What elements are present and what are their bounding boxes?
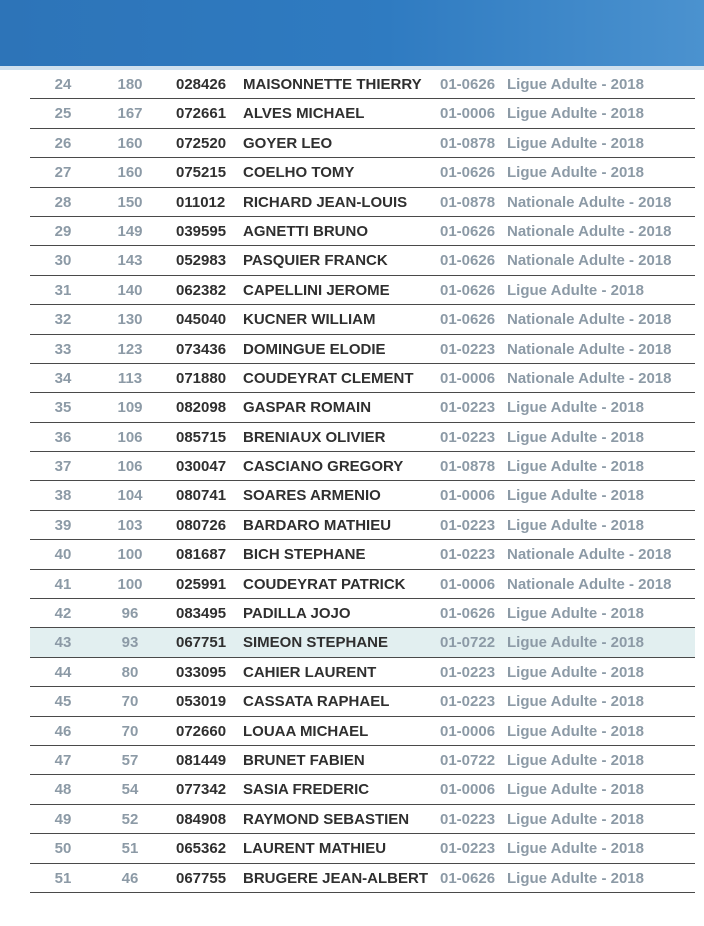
club-code-cell: 01-0223 (440, 693, 496, 711)
player-name-cell: AGNETTI BRUNO (243, 222, 368, 240)
club-code-cell: 01-0223 (440, 428, 496, 446)
club-code-cell: 01-0626 (440, 164, 496, 182)
points-cell: 180 (117, 76, 143, 93)
club-code-cell: 01-0626 (440, 605, 496, 623)
player-name-cell: LAURENT MATHIEU (243, 840, 387, 858)
license-cell: 052983 (176, 252, 227, 270)
points-cell: 93 (121, 634, 139, 652)
club-code-cell: 01-0878 (440, 458, 496, 476)
player-name-cell: CAPELLINI JEROME (243, 281, 390, 299)
rank-cell: 29 (54, 222, 72, 240)
points-cell: 150 (117, 193, 143, 211)
points-cell: 103 (117, 516, 143, 534)
category-cell: Nationale Adulte - 2018 (507, 252, 672, 270)
points-cell: 96 (121, 605, 139, 623)
player-name-cell: BARDARO MATHIEU (243, 516, 392, 534)
points-cell: 106 (117, 428, 143, 446)
category-cell: Nationale Adulte - 2018 (507, 575, 672, 593)
table-row-highlighted (30, 628, 695, 657)
rank-cell: 42 (54, 605, 72, 623)
club-code-cell: 01-0006 (440, 722, 496, 740)
rank-cell: 45 (54, 693, 72, 711)
rank-cell: 49 (54, 810, 72, 828)
points-cell: 160 (117, 134, 143, 152)
category-cell: Ligue Adulte - 2018 (507, 722, 644, 740)
license-cell: 082098 (176, 399, 227, 417)
license-cell: 067751 (176, 634, 227, 652)
category-cell: Ligue Adulte - 2018 (507, 76, 644, 93)
license-cell: 072661 (176, 105, 227, 123)
points-cell: 54 (121, 781, 139, 799)
rank-cell: 40 (54, 546, 72, 564)
table-row (30, 658, 695, 687)
rank-cell: 41 (54, 575, 72, 593)
category-cell: Ligue Adulte - 2018 (507, 840, 644, 858)
club-code-cell: 01-0223 (440, 516, 496, 534)
rank-cell: 48 (54, 781, 72, 799)
license-cell: 030047 (176, 458, 227, 476)
category-cell: Ligue Adulte - 2018 (507, 781, 644, 799)
club-code-cell: 01-0006 (440, 105, 496, 123)
points-cell: 140 (117, 281, 143, 299)
player-name-cell: CASSATA RAPHAEL (243, 693, 390, 711)
points-cell: 70 (121, 722, 139, 740)
ranking-table (30, 70, 695, 893)
points-cell: 52 (121, 810, 139, 828)
player-name-cell: DOMINGUE ELODIE (243, 340, 386, 358)
table-row (30, 335, 695, 364)
table-row (30, 217, 695, 246)
rank-cell: 32 (54, 311, 72, 329)
rank-cell: 31 (54, 281, 72, 299)
player-name-cell: RICHARD JEAN-LOUIS (243, 193, 408, 211)
license-cell: 080726 (176, 516, 227, 534)
player-name-cell: RAYMOND SEBASTIEN (243, 810, 410, 828)
license-cell: 065362 (176, 840, 227, 858)
club-code-cell: 01-0223 (440, 546, 496, 564)
table-row (30, 276, 695, 305)
license-cell: 053019 (176, 693, 227, 711)
category-cell: Ligue Adulte - 2018 (507, 458, 644, 476)
category-cell: Ligue Adulte - 2018 (507, 134, 644, 152)
club-code-cell: 01-0006 (440, 781, 496, 799)
license-cell: 045040 (176, 311, 227, 329)
club-code-cell: 01-0006 (440, 369, 496, 387)
license-cell: 081687 (176, 546, 227, 564)
license-cell: 085715 (176, 428, 227, 446)
club-code-cell: 01-0223 (440, 399, 496, 417)
player-name-cell: BRUGERE JEAN-ALBERT (243, 869, 429, 887)
club-code-cell: 01-0626 (440, 76, 496, 93)
player-name-cell: SASIA FREDERIC (243, 781, 370, 799)
category-cell: Ligue Adulte - 2018 (507, 693, 644, 711)
table-row (30, 540, 695, 569)
rank-cell: 37 (54, 458, 72, 476)
points-cell: 57 (121, 751, 139, 769)
club-code-cell: 01-0223 (440, 810, 496, 828)
player-name-cell: MAISONNETTE THIERRY (243, 76, 422, 93)
table-row (30, 158, 695, 187)
rank-cell: 46 (54, 722, 72, 740)
rank-cell: 35 (54, 399, 72, 417)
club-code-cell: 01-0626 (440, 281, 496, 299)
license-cell: 075215 (176, 164, 227, 182)
club-code-cell: 01-0223 (440, 663, 496, 681)
license-cell: 084908 (176, 810, 227, 828)
player-name-cell: COELHO TOMY (243, 164, 355, 182)
club-code-cell: 01-0626 (440, 252, 496, 270)
table-row (30, 393, 695, 422)
category-cell: Ligue Adulte - 2018 (507, 869, 644, 887)
rank-cell: 26 (54, 134, 72, 152)
points-cell: 149 (117, 222, 143, 240)
table-row (30, 70, 695, 99)
license-cell: 062382 (176, 281, 227, 299)
points-cell: 113 (117, 369, 143, 387)
table-row (30, 775, 695, 804)
points-cell: 143 (117, 252, 143, 270)
club-code-cell: 01-0626 (440, 222, 496, 240)
category-cell: Ligue Adulte - 2018 (507, 281, 644, 299)
rank-cell: 39 (54, 516, 72, 534)
license-cell: 073436 (176, 340, 227, 358)
license-cell: 077342 (176, 781, 227, 799)
points-cell: 80 (121, 663, 139, 681)
category-cell: Nationale Adulte - 2018 (507, 311, 672, 329)
table-row (30, 305, 695, 334)
license-cell: 081449 (176, 751, 227, 769)
rank-cell: 51 (54, 869, 72, 887)
club-code-cell: 01-0223 (440, 340, 496, 358)
player-name-cell: BRUNET FABIEN (243, 751, 365, 769)
player-name-cell: PASQUIER FRANCK (243, 252, 388, 270)
club-code-cell: 01-0722 (440, 634, 496, 652)
table-row (30, 423, 695, 452)
club-code-cell: 01-0878 (440, 193, 496, 211)
points-cell: 160 (117, 164, 143, 182)
rank-cell: 28 (54, 193, 72, 211)
player-name-cell: GOYER LEO (243, 134, 333, 152)
club-code-cell: 01-0626 (440, 311, 496, 329)
table-row (30, 511, 695, 540)
club-code-cell: 01-0626 (440, 869, 496, 887)
rank-cell: 24 (54, 76, 72, 93)
points-cell: 70 (121, 693, 139, 711)
points-cell: 104 (117, 487, 143, 505)
category-cell: Ligue Adulte - 2018 (507, 487, 644, 505)
category-cell: Nationale Adulte - 2018 (507, 193, 672, 211)
license-cell: 071880 (176, 369, 227, 387)
table-row (30, 364, 695, 393)
category-cell: Nationale Adulte - 2018 (507, 546, 672, 564)
table-row (30, 599, 695, 628)
table-row (30, 834, 695, 863)
license-cell: 072520 (176, 134, 227, 152)
rank-cell: 50 (54, 840, 72, 858)
player-name-cell: COUDEYRAT PATRICK (243, 575, 406, 593)
table-row (30, 805, 695, 834)
license-cell: 033095 (176, 663, 227, 681)
table-row (30, 864, 695, 893)
points-cell: 123 (117, 340, 143, 358)
category-cell: Ligue Adulte - 2018 (507, 516, 644, 534)
rank-cell: 34 (54, 369, 72, 387)
table-row (30, 246, 695, 275)
license-cell: 067755 (176, 869, 227, 887)
category-cell: Ligue Adulte - 2018 (507, 634, 644, 652)
license-cell: 025991 (176, 575, 227, 593)
club-code-cell: 01-0006 (440, 487, 496, 505)
category-cell: Ligue Adulte - 2018 (507, 751, 644, 769)
club-code-cell: 01-0006 (440, 575, 496, 593)
player-name-cell: PADILLA JOJO (243, 605, 351, 623)
rank-cell: 25 (54, 105, 72, 123)
table-row (30, 570, 695, 599)
license-cell: 080741 (176, 487, 227, 505)
points-cell: 100 (117, 546, 143, 564)
table-row (30, 188, 695, 217)
table-row (30, 452, 695, 481)
license-cell: 083495 (176, 605, 227, 623)
player-name-cell: COUDEYRAT CLEMENT (243, 369, 414, 387)
player-name-cell: SOARES ARMENIO (243, 487, 381, 505)
player-name-cell: KUCNER WILLIAM (243, 311, 376, 329)
rank-cell: 47 (54, 751, 72, 769)
header-banner (0, 0, 704, 66)
category-cell: Ligue Adulte - 2018 (507, 399, 644, 417)
rank-cell: 30 (54, 252, 72, 270)
category-cell: Ligue Adulte - 2018 (507, 663, 644, 681)
category-cell: Ligue Adulte - 2018 (507, 605, 644, 623)
table-row (30, 746, 695, 775)
points-cell: 167 (117, 105, 143, 123)
category-cell: Nationale Adulte - 2018 (507, 340, 672, 358)
player-name-cell: GASPAR ROMAIN (243, 399, 372, 417)
points-cell: 46 (121, 869, 139, 887)
rank-cell: 38 (54, 487, 72, 505)
table-row (30, 99, 695, 128)
player-name-cell: BICH STEPHANE (243, 546, 366, 564)
rank-cell: 27 (54, 164, 72, 182)
player-name-cell: CASCIANO GREGORY (243, 458, 404, 476)
rank-cell: 43 (54, 634, 72, 652)
license-cell: 011012 (176, 193, 226, 211)
rank-cell: 44 (54, 663, 72, 681)
category-cell: Ligue Adulte - 2018 (507, 428, 644, 446)
license-cell: 039595 (176, 222, 227, 240)
player-name-cell: SIMEON STEPHANE (243, 634, 389, 652)
points-cell: 100 (117, 575, 143, 593)
category-cell: Nationale Adulte - 2018 (507, 369, 672, 387)
table-row (30, 481, 695, 510)
club-code-cell: 01-0878 (440, 134, 496, 152)
club-code-cell: 01-0223 (440, 840, 496, 858)
table-row (30, 717, 695, 746)
rank-cell: 33 (54, 340, 72, 358)
points-cell: 109 (117, 399, 143, 417)
player-name-cell: BRENIAUX OLIVIER (243, 428, 386, 446)
points-cell: 51 (121, 840, 139, 858)
club-code-cell: 01-0722 (440, 751, 496, 769)
player-name-cell: CAHIER LAURENT (243, 663, 377, 681)
category-cell: Ligue Adulte - 2018 (507, 164, 644, 182)
player-name-cell: ALVES MICHAEL (243, 105, 365, 123)
table-row (30, 687, 695, 716)
player-name-cell: LOUAA MICHAEL (243, 722, 369, 740)
table-row (30, 129, 695, 158)
points-cell: 130 (117, 311, 143, 329)
category-cell: Ligue Adulte - 2018 (507, 105, 644, 123)
category-cell: Ligue Adulte - 2018 (507, 810, 644, 828)
category-cell: Nationale Adulte - 2018 (507, 222, 672, 240)
license-cell: 072660 (176, 722, 227, 740)
points-cell: 106 (117, 458, 143, 476)
license-cell: 028426 (176, 76, 227, 93)
rank-cell: 36 (54, 428, 72, 446)
